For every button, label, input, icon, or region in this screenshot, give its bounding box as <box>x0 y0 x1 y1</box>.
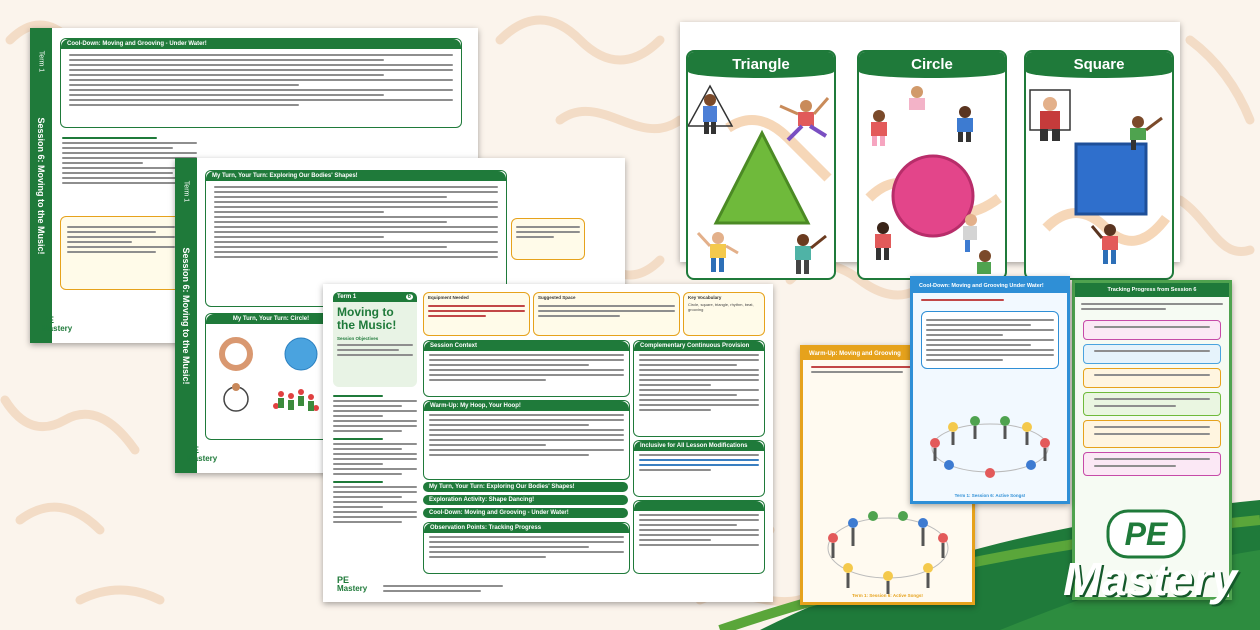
skill-row <box>1083 452 1221 476</box>
pe-mastery-small-logo: PE Mastery <box>337 575 368 593</box>
child-figure <box>957 106 973 142</box>
term-label: Term 1 <box>37 50 45 73</box>
cool-down-card-footer: Term 1: Session 6: Active Songs! <box>954 493 1026 498</box>
skill-row <box>1083 344 1221 364</box>
equipment-box <box>423 292 530 336</box>
square-illustration <box>1026 78 1172 278</box>
session-context-header: Session Context <box>424 341 629 351</box>
left-column-text <box>333 392 417 526</box>
circle-illustration <box>206 324 336 434</box>
side-strip <box>30 28 52 343</box>
pe-mastery-small-logo: PE Mastery <box>42 315 73 333</box>
skill-row <box>1083 320 1221 340</box>
warm-up-card-footer: Term 1: Session 6: Active Songs! <box>852 593 923 598</box>
square-title: Square <box>1026 52 1172 78</box>
cool-down-header: Cool-Down: Moving and Grooving - Under Water! <box>61 39 461 49</box>
circle-title: Circle <box>859 52 1005 78</box>
observation-box <box>423 522 630 574</box>
session-title-vertical: Session 6: Moving to the Music! <box>36 116 46 255</box>
footer-text <box>383 582 503 595</box>
pe-mastery-logo <box>1050 505 1250 620</box>
triangle-card <box>686 50 836 280</box>
cool-down-header: Cool-Down: Moving and Grooving - Under Water! <box>423 508 628 518</box>
child-figure <box>1092 224 1118 264</box>
complementary-box <box>633 340 765 437</box>
circle-header: My Turn, Your Turn: Circle! <box>206 314 336 324</box>
session-objectives-label: Session Objectives <box>337 336 379 341</box>
cool-down-card-title: Cool-Down: Moving and Grooving Under Water! <box>913 279 1067 293</box>
page-title <box>333 302 417 332</box>
skill-row <box>1083 392 1221 416</box>
shapes-poster <box>680 22 1180 262</box>
shape-extension-box <box>633 500 765 574</box>
term-label: Term 1 <box>337 294 357 300</box>
triangle-title: Triangle <box>688 52 834 78</box>
term-label: Term 1 <box>182 180 190 203</box>
warm-up-card-title: Warm-Up: Moving and Grooving <box>803 348 972 360</box>
session-number: 6 <box>407 294 411 300</box>
extension-header <box>634 501 764 511</box>
tracking-card-title: Tracking Progress from Session 6 <box>1075 283 1229 297</box>
logo-pe-text: PE <box>1124 516 1168 552</box>
exploration-header: Exploration Activity: Shape Dancing! <box>423 495 628 505</box>
title-line-2: the Music! <box>337 318 397 332</box>
space-box <box>533 292 680 336</box>
square-card <box>1024 50 1174 280</box>
lesson-plan-front-page <box>323 284 773 602</box>
skill-row <box>1083 368 1221 388</box>
children-circle-illustration <box>913 403 1068 483</box>
session-title-vertical: Session 6: Moving to the Music! <box>181 246 191 385</box>
inclusive-box <box>633 440 765 497</box>
cool-down-steps <box>921 311 1059 369</box>
skill-row <box>1083 420 1221 448</box>
inclusive-header: Inclusive for All Lesson Modifications <box>634 441 764 451</box>
child-figure <box>909 86 925 110</box>
child-figure <box>795 234 826 274</box>
title-panel <box>333 292 417 387</box>
pe-mastery-small-logo: PE Mastery <box>187 445 218 463</box>
circle-box <box>205 313 337 440</box>
child-figure <box>1040 97 1060 141</box>
session-context-box <box>423 340 630 397</box>
my-turn-header: My Turn, Your Turn: Exploring Our Bodies' Shapes! <box>423 482 628 492</box>
cool-down-box <box>60 38 462 128</box>
child-figure <box>698 232 738 272</box>
circle-card <box>857 50 1007 280</box>
equipment-label: Equipment Needed <box>428 295 469 300</box>
circle-illustration <box>859 78 1005 278</box>
child-figure <box>963 214 977 252</box>
my-turn-header: My Turn, Your Turn: Exploring Our Bodies' Shapes! <box>206 171 506 181</box>
title-line-1: Moving to <box>337 305 394 319</box>
vocab-words: Circle, square, triangle, rhythm, beat, grooving <box>688 302 754 312</box>
space-label: Suggested Space <box>538 295 576 300</box>
cool-down-card <box>910 276 1070 504</box>
vocab-label: Key Vocabulary <box>688 295 722 300</box>
side-strip <box>175 158 197 473</box>
complementary-header: Complementary Continuous Provision <box>634 341 764 351</box>
logo-mastery-text: Mastery <box>1063 553 1237 605</box>
child-figure <box>703 94 717 134</box>
warm-up-header: Warm-Up: My Hoop, Your Hoop! <box>424 401 629 411</box>
triangle-illustration <box>688 78 834 278</box>
term-tab <box>333 292 417 302</box>
vocab-box <box>683 292 765 336</box>
child-figure <box>977 250 991 274</box>
child-figure <box>871 110 887 146</box>
child-figure <box>875 222 891 260</box>
notes-box <box>60 216 182 290</box>
sidebar-notes <box>511 218 585 260</box>
warm-up-box <box>423 400 630 480</box>
observation-header: Observation Points: Tracking Progress <box>424 523 629 533</box>
